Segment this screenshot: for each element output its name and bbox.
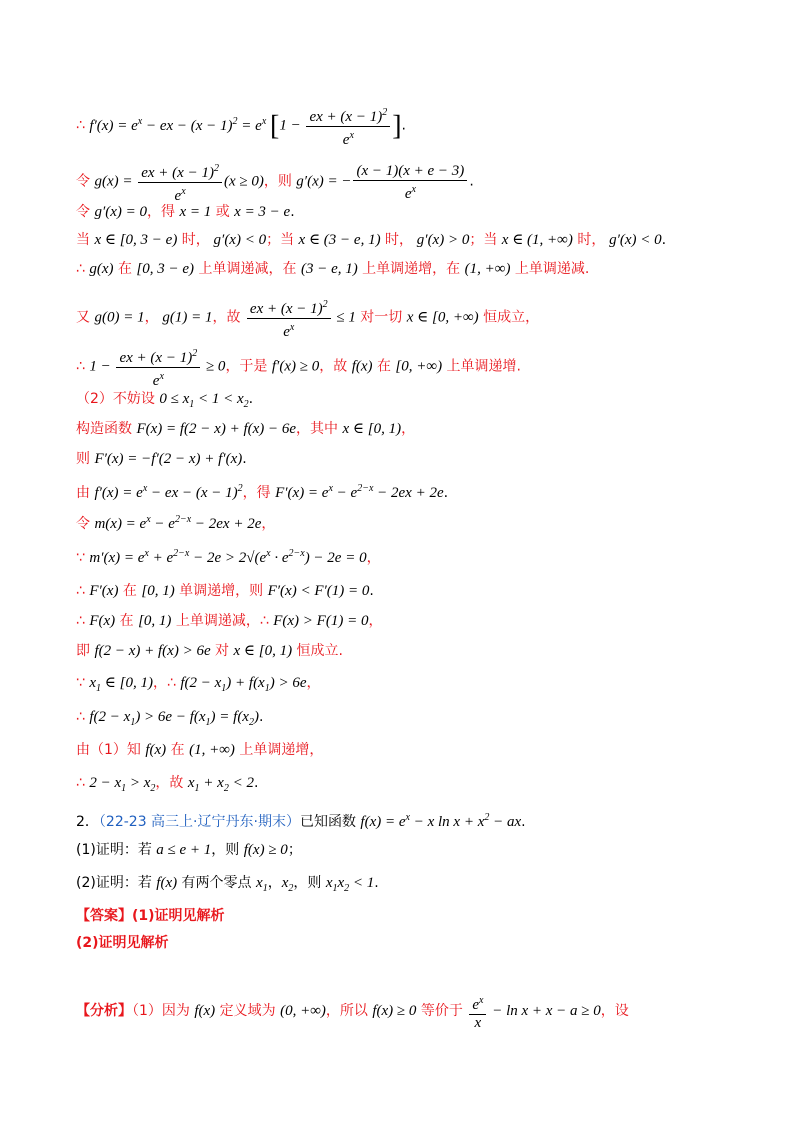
analysis-line — [76, 992, 629, 1032]
body-text: . — [369, 583, 374, 599]
math-expression: $x_1$ ∈ [0, 1) — [89, 675, 153, 694]
math-expression: g(0) = 1 — [94, 309, 145, 326]
math-expression: (x ≥ 0) — [223, 173, 264, 190]
solution-text: 时， — [572, 232, 606, 248]
proof-line-recall-1 — [76, 741, 323, 760]
solution-text: ，所以 — [325, 1003, 373, 1020]
body-text: . — [443, 485, 449, 501]
body-text: ， — [267, 875, 282, 891]
solution-text: ，得 — [147, 204, 180, 220]
math-expression: F′(x) = −f′(2 − x) + f′(x) — [94, 451, 243, 467]
math-expression: f(x) — [145, 742, 167, 758]
math-expression: [0, 3 − e) — [136, 261, 195, 277]
proof-line-m-prime — [76, 545, 381, 568]
solution-text: 上单调递增. — [442, 358, 521, 375]
solution-text: ∴ — [76, 613, 90, 629]
solution-text: ，故 — [319, 358, 352, 375]
source-tag: （22-23 高三上·辽宁丹东·期末） — [98, 814, 300, 830]
math-expression: F′(x) < F′(1) = 0 — [267, 583, 370, 599]
math-expression: ≤ 1 — [332, 309, 356, 326]
proof-line-x1-range — [76, 674, 321, 698]
solution-text: ， — [368, 613, 383, 629]
math-expression: 1 − — [279, 117, 305, 134]
body-text: . — [374, 875, 379, 891]
body-text: ； — [287, 842, 302, 858]
proof-line-bound — [76, 296, 539, 341]
math-expression: x ∈ [0, 1) — [342, 421, 402, 437]
math-expression: $m(x) = e^x - e^{2-x} - 2ex + 2e$ — [94, 514, 262, 532]
fraction: $\frac{ex + (x - 1)^2}{e^x}$ — [116, 345, 200, 390]
solution-text: 对一切 — [355, 309, 407, 326]
proof-line-f-relation — [76, 708, 263, 732]
solution-text: 在 — [118, 583, 142, 599]
solution-text: 令 — [76, 173, 95, 190]
math-expression: [0, +∞) — [395, 358, 443, 375]
math-expression: (3 − e, 1) — [300, 261, 358, 277]
solution-text: 上单调递减. — [510, 261, 590, 277]
solution-text: ∴ — [76, 358, 90, 375]
proof-line-define-m — [76, 511, 275, 534]
math-expression: F′(x) — [89, 583, 119, 599]
math-expression: $F'(x) = e^x - e^{2-x} - 2ex + 2e$ — [275, 483, 444, 501]
solution-text: 令 — [76, 204, 95, 220]
math-expression: x ∈ [0, 3 − e) — [94, 232, 178, 248]
math-expression: x ∈ (3 − e, 1) — [298, 232, 381, 248]
math-expression: $f(2 - x_1) > 6e - f(x_1) = f(x_2)$ — [89, 709, 259, 728]
math-expression: f(x) — [156, 875, 178, 891]
solution-text: ， — [401, 421, 416, 437]
body-text: . — [521, 814, 526, 830]
math-expression: g′(x) = − — [296, 173, 352, 190]
math-expression: g(x) = — [94, 173, 137, 190]
proof-line-conclusion-1 — [76, 345, 521, 390]
math-expression: $m'(x) = e^x + e^{2-x} - 2e > 2√(e^x \cdot e^{2-x}) - 2e = 0$ — [89, 548, 367, 566]
math-expression: g′(x) < 0 — [605, 232, 662, 248]
math-expression: $f(x) = e^x - x$ $\ln x + x^2$ − ax — [360, 812, 522, 830]
answer-label — [76, 907, 225, 926]
math-expression: f(x) ≥ 0 — [243, 842, 288, 858]
body-text: . — [242, 451, 247, 467]
solution-text: 即 — [76, 643, 95, 659]
body-text: 2． — [76, 814, 99, 830]
math-expression: F(x) — [89, 613, 116, 629]
body-text: 有两个零点 — [177, 875, 257, 891]
body-text: . — [469, 173, 474, 190]
solution-text: ∴ — [76, 117, 90, 134]
solution-text: ∵ — [76, 550, 90, 566]
proof-line-part2-assume — [76, 390, 253, 414]
math-expression: g(1) = 1 — [158, 309, 213, 326]
math-expression: F(x) > F(1) = 0 — [273, 613, 369, 629]
solution-text: 上单调递减，∴ — [171, 613, 274, 629]
solution-text: ，于是 — [225, 358, 272, 375]
math-expression: f(x) — [351, 358, 373, 375]
solution-text: ，设 — [600, 1003, 629, 1020]
math-expression: [0, 1) — [141, 583, 175, 599]
bracket: [ — [270, 110, 280, 142]
solution-text: 上单调递减，在 — [194, 261, 301, 277]
math-expression: (1, +∞) — [189, 742, 235, 758]
solution-text: 时， — [380, 232, 414, 248]
math-expression: f(x) ≥ 0 — [372, 1003, 417, 1020]
proof-line-final — [76, 774, 258, 798]
solution-text: 在 — [166, 742, 190, 758]
math-expression: $0 \le x_1 < 1 < x_2$ — [159, 391, 249, 410]
solution-text: （1）因为 — [132, 1003, 195, 1020]
body-text: . — [253, 775, 259, 791]
bracket: ] — [392, 110, 402, 142]
math-expression: x ∈ [0, +∞) — [406, 309, 479, 326]
fraction: $\frac{(x - 1)(x + e - 3)}{e^x}$ — [353, 163, 467, 203]
solution-text: 等价于 — [416, 1003, 468, 1020]
math-expression: f′(x) ≥ 0 — [271, 358, 320, 375]
section-label: 【分析】 — [76, 1003, 132, 1020]
fraction: $\frac{ex + (x - 1)^2}{e^x}$ — [138, 160, 222, 205]
solution-text: 定义域为 — [215, 1003, 281, 1020]
solution-text: ，得 — [242, 485, 276, 501]
solution-text: 对 — [210, 643, 234, 659]
math-expression: $x_2$ — [281, 875, 294, 894]
proof-line-g-prime-zero — [76, 203, 295, 222]
solution-text: ，∴ — [152, 675, 181, 691]
solution-text: 恒成立. — [292, 643, 344, 659]
solution-text: 或 — [211, 204, 235, 220]
solution-text: ∵ — [76, 675, 90, 691]
math-expression: g(x) — [89, 261, 114, 277]
solution-text: 由 — [76, 485, 95, 501]
math-expression: x = 1 — [179, 204, 212, 220]
math-expression: x ∈ [0, 1) — [233, 643, 293, 659]
math-expression: $x_1$ — [256, 875, 268, 894]
proof-line-F-prime — [76, 450, 247, 469]
solution-text: 在 — [115, 613, 139, 629]
solution-text: 上单调递增， — [234, 742, 324, 758]
solution-text: ；当 — [266, 232, 299, 248]
body-text: . — [290, 204, 295, 220]
solution-text: ， — [306, 675, 321, 691]
math-expression: $f'(x) = e^x$ − ex − $(x - 1)^2 = e^x$ — [89, 115, 267, 134]
fraction: $\frac{e^x}{x}$ — [469, 992, 486, 1032]
solution-text: ，故 — [155, 775, 188, 791]
math-expression: ≥ 0 — [202, 358, 226, 375]
solution-text: 在 — [113, 261, 137, 277]
math-expression: f(x) — [194, 1003, 216, 1020]
math-expression: F(x) = f(2 − x) + f(x) − 6e — [136, 421, 297, 437]
solution-text: 由（1）知 — [76, 742, 146, 758]
body-text: . — [661, 232, 667, 248]
body-text: ，则 — [293, 875, 326, 891]
solution-text: ， — [144, 309, 159, 326]
proof-line-derivative — [76, 104, 406, 149]
solution-text: 构造函数 — [76, 421, 137, 437]
solution-text: 时， — [177, 232, 210, 248]
proof-line-monotonicity-g — [76, 260, 589, 279]
body-text: . — [258, 709, 264, 725]
solution-text: 令 — [76, 516, 95, 532]
solution-text: ， — [366, 550, 381, 566]
math-expression: x ∈ (1, +∞) — [501, 232, 573, 248]
solution-text: ，故 — [212, 309, 245, 326]
solution-text: ∴ — [76, 583, 90, 599]
body-text: (2)证明：若 — [76, 875, 157, 891]
solution-text: ；当 — [469, 232, 502, 248]
math-expression: a ≤ e + 1 — [156, 842, 212, 858]
math-expression: (0, +∞) — [280, 1003, 326, 1020]
problem-2-part-2 — [76, 874, 379, 898]
math-expression: g′(x) = 0 — [94, 204, 148, 220]
body-text: ，则 — [211, 842, 244, 858]
solution-text: ∴ — [76, 709, 90, 725]
solution-text: ， — [261, 516, 276, 532]
math-expression: $f'(x) = e^x$ − ex − $(x - 1)^2$ — [94, 483, 243, 501]
solution-text: ∴ — [76, 775, 90, 791]
math-expression: $x_1x_2 < 1$ — [325, 875, 375, 894]
fraction: $\frac{ex + (x - 1)^2}{e^x}$ — [306, 104, 390, 149]
proof-line-define-g — [76, 160, 474, 205]
proof-line-construct-F — [76, 420, 415, 439]
solution-text: ，其中 — [296, 421, 343, 437]
proof-line-F-prime-expr — [76, 480, 448, 503]
math-expression: f(2 − x) + f(x) > 6e — [94, 643, 211, 659]
body-text: (1)证明：若 — [76, 842, 157, 858]
math-expression: [0, 1) — [138, 613, 172, 629]
math-expression: $x_1 + x_2 < 2$ — [187, 775, 254, 794]
math-expression: x = 3 − e — [234, 204, 291, 220]
math-expression: − ln x + x − a ≥ 0 — [488, 1003, 601, 1020]
math-expression: $2 - x_1 > x_2$ — [89, 775, 156, 794]
proof-line-inequality — [76, 642, 343, 661]
body-text: . — [248, 391, 254, 407]
solution-text: 则 — [76, 451, 95, 467]
solution-text: 上单调递增，在 — [357, 261, 465, 277]
body-text: . — [401, 117, 406, 134]
answer-part-2 — [76, 934, 169, 953]
solution-text: 在 — [372, 358, 396, 375]
proof-line-F-prime-increase — [76, 582, 374, 601]
solution-text: 单调递增，则 — [174, 583, 268, 599]
proof-line-sign-cases — [76, 231, 666, 250]
solution-text: ∴ — [76, 261, 90, 277]
section-label: 【答案】(1)证明见解析 — [76, 908, 225, 924]
fraction: $\frac{ex + (x - 1)^2}{e^x}$ — [247, 296, 331, 341]
math-expression: g′(x) > 0 — [413, 232, 470, 248]
solution-text: ，则 — [263, 173, 297, 190]
problem-2-statement — [76, 809, 526, 832]
math-expression: (1, +∞) — [464, 261, 511, 277]
problem-2-part-1 — [76, 841, 302, 860]
solution-text: 恒成立， — [478, 309, 540, 326]
solution-text: （2）不妨设 — [76, 391, 160, 407]
solution-text: 又 — [76, 309, 95, 326]
solution-text: 当 — [76, 232, 95, 248]
body-text: 已知函数 — [299, 814, 361, 830]
math-expression: $f(2 - x_1) + f(x_1) > 6e$ — [180, 675, 307, 694]
proof-line-F-decrease — [76, 612, 382, 631]
math-expression: g′(x) < 0 — [209, 232, 267, 248]
math-expression: 1 − — [89, 358, 115, 375]
section-label: (2)证明见解析 — [76, 935, 169, 951]
